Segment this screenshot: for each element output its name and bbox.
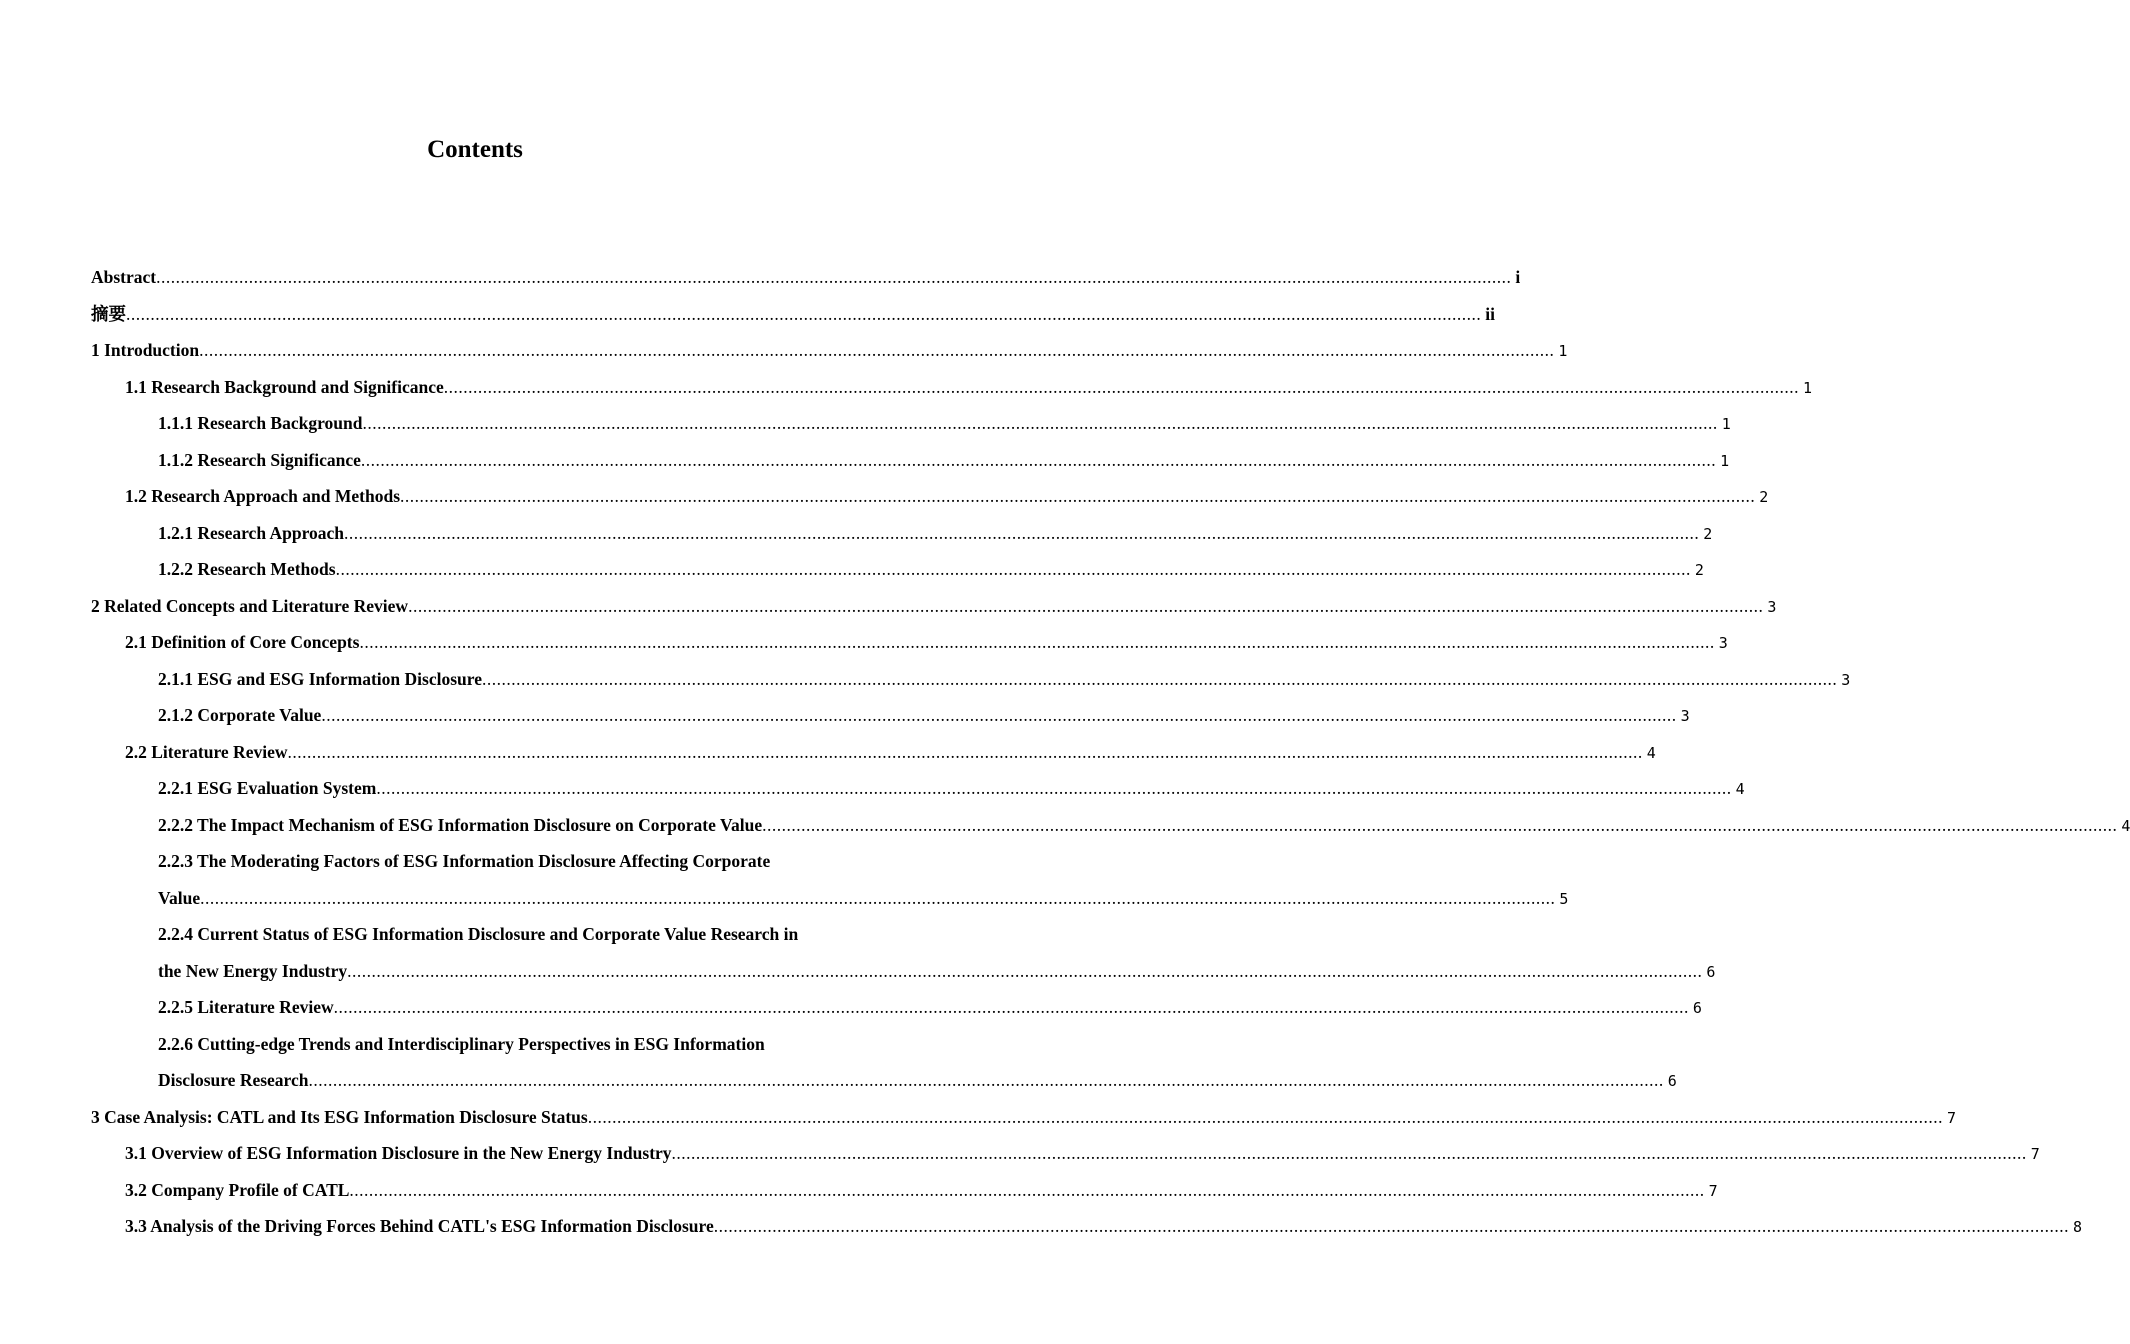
toc-entry-page: i <box>1515 267 1521 287</box>
toc-entry-page: 6 <box>1706 962 1716 981</box>
dot-leader <box>714 1208 2069 1245</box>
toc-entry[interactable] <box>158 807 2130 844</box>
dot-leader <box>444 369 1799 406</box>
toc-entry-label: 1.2 Research Approach and Methods <box>125 486 401 506</box>
dot-leader <box>482 661 1837 698</box>
toc-entry[interactable] <box>91 588 1777 625</box>
toc-entry[interactable] <box>125 1135 2040 1172</box>
toc-entry-label: 2.1.2 Corporate Value <box>158 705 322 725</box>
toc-entry-page: 7 <box>1946 1108 1957 1127</box>
toc-entry[interactable] <box>125 624 1728 661</box>
toc-entry-label-line2: Value <box>158 887 201 908</box>
toc-entry-page: 1 <box>1721 415 1731 433</box>
toc-entry[interactable] <box>91 259 1521 296</box>
toc-entry-label: 3 Case Analysis: CATL and Its ESG Information Disclosure Status <box>91 1106 588 1127</box>
toc-entry-page: 3 <box>1841 670 1851 689</box>
page-title: Contents <box>427 136 523 163</box>
toc-entry[interactable] <box>158 989 1702 1026</box>
dot-leader <box>344 515 1699 552</box>
toc-entry-page: 5 <box>1559 889 1569 908</box>
toc-entry-page: 4 <box>1646 743 1656 762</box>
dot-leader <box>309 1062 1664 1099</box>
toc-entry-page: 2 <box>1703 524 1713 543</box>
toc-entry-page: 4 <box>2121 816 2130 835</box>
toc-entry[interactable] <box>158 515 1713 552</box>
toc-entry[interactable] <box>158 442 1730 479</box>
toc-entry-label: 2.2.5 Literature Review <box>158 997 334 1017</box>
toc-entry-label: 2.2.1 ESG Evaluation System <box>158 778 377 798</box>
toc-entry-label: 1.1.2 Research Significance <box>158 449 361 470</box>
toc-entry[interactable] <box>125 369 1813 406</box>
toc-entry[interactable] <box>158 661 1851 698</box>
toc-entry-label: 2.1 Definition of Core Concepts <box>125 632 360 652</box>
dot-leader <box>287 734 1642 771</box>
toc-entry-label: 2.2 Literature Review <box>125 741 288 762</box>
toc-entry-label: 2.2.2 The Impact Mechanism of ESG Information Disclosure on Corporate Value <box>158 814 763 835</box>
toc-entry-page: 3 <box>1767 597 1777 616</box>
toc-entry[interactable] <box>158 916 1716 989</box>
toc-entry-page: 3 <box>1718 634 1728 652</box>
toc-entry-label: 1 Introduction <box>91 340 200 360</box>
toc-entry[interactable] <box>158 843 1569 916</box>
toc-entry[interactable] <box>91 332 1568 369</box>
dot-leader <box>359 624 1714 661</box>
dot-leader <box>349 1172 1704 1209</box>
toc-entry-page: 8 <box>2072 1218 2083 1236</box>
toc-entry-label: 摘要 <box>91 303 126 324</box>
toc-entry[interactable] <box>125 1172 1718 1209</box>
toc-entry-label: 1.1 Research Background and Significance <box>125 376 444 397</box>
toc-entry-page: 2 <box>1759 488 1769 506</box>
dot-leader <box>200 880 1555 917</box>
dot-leader <box>156 259 1511 296</box>
toc-entry-page: 1 <box>1558 342 1568 360</box>
toc-entry[interactable] <box>158 1026 1677 1099</box>
dot-leader <box>126 296 1481 333</box>
toc-entry-page: ii <box>1485 303 1495 324</box>
toc-entry-label: 2.1.1 ESG and ESG Information Disclosure <box>158 668 482 689</box>
toc-entry-label: 1.2.1 Research Approach <box>158 522 345 543</box>
table-of-contents <box>91 259 2130 1245</box>
dot-leader <box>672 1135 2027 1172</box>
toc-entry-label-line2: the New Energy Industry <box>158 960 348 981</box>
dot-leader <box>408 588 1763 625</box>
toc-entry[interactable] <box>125 478 1769 515</box>
toc-entry[interactable] <box>125 734 1656 771</box>
toc-entry[interactable] <box>125 1208 2083 1245</box>
toc-entry-page: 7 <box>2030 1145 2040 1163</box>
dot-leader <box>363 405 1718 442</box>
toc-entry[interactable] <box>91 1099 1957 1136</box>
toc-entry-label-line1: 2.2.6 Cutting-edge Trends and Interdisciplinary Perspectives in ESG Information <box>158 1033 765 1054</box>
toc-entry-page: 3 <box>1680 707 1690 725</box>
toc-entry-label-line2: Disclosure Research <box>158 1070 309 1090</box>
toc-entry-label: Abstract <box>91 267 157 287</box>
dot-leader <box>347 953 1702 990</box>
dot-leader <box>400 478 1755 515</box>
toc-entry[interactable] <box>158 405 1731 442</box>
toc-entry[interactable] <box>158 551 1704 588</box>
dot-leader <box>588 1099 1943 1136</box>
dot-leader <box>334 989 1689 1026</box>
dot-leader <box>321 697 1676 734</box>
toc-entry-page: 1 <box>1803 378 1813 397</box>
toc-entry-label: 2 Related Concepts and Literature Review <box>91 595 409 616</box>
dot-leader <box>336 551 1691 588</box>
dot-leader <box>762 807 2117 844</box>
toc-entry-page: 4 <box>1735 780 1745 798</box>
toc-entry[interactable] <box>158 770 1745 807</box>
toc-entry-label: 3.1 Overview of ESG Information Disclosure in the New Energy Industry <box>125 1143 672 1163</box>
toc-entry-page: 6 <box>1667 1072 1677 1090</box>
toc-entry-page: 2 <box>1694 561 1704 579</box>
dot-leader <box>199 332 1554 369</box>
toc-entry[interactable] <box>91 296 1495 333</box>
toc-entry-label-line1: 2.2.3 The Moderating Factors of ESG Information Disclosure Affecting Corporate <box>158 851 771 871</box>
toc-entry-label: 1.1.1 Research Background <box>158 413 363 433</box>
toc-entry-page: 1 <box>1720 451 1730 470</box>
toc-entry-label-line1: 2.2.4 Current Status of ESG Information Disclosure and Corporate Value Research in <box>158 924 799 944</box>
toc-entry-label: 1.2.2 Research Methods <box>158 559 336 579</box>
toc-entry[interactable] <box>158 697 1690 734</box>
dot-leader <box>361 442 1716 479</box>
toc-entry-page: 6 <box>1692 999 1702 1017</box>
dot-leader <box>376 770 1731 807</box>
toc-entry-label: 3.3 Analysis of the Driving Forces Behind CATL's ESG Information Disclosure <box>125 1216 714 1236</box>
toc-entry-label: 3.2 Company Profile of CATL <box>125 1179 350 1200</box>
toc-entry-page: 7 <box>1708 1181 1718 1200</box>
